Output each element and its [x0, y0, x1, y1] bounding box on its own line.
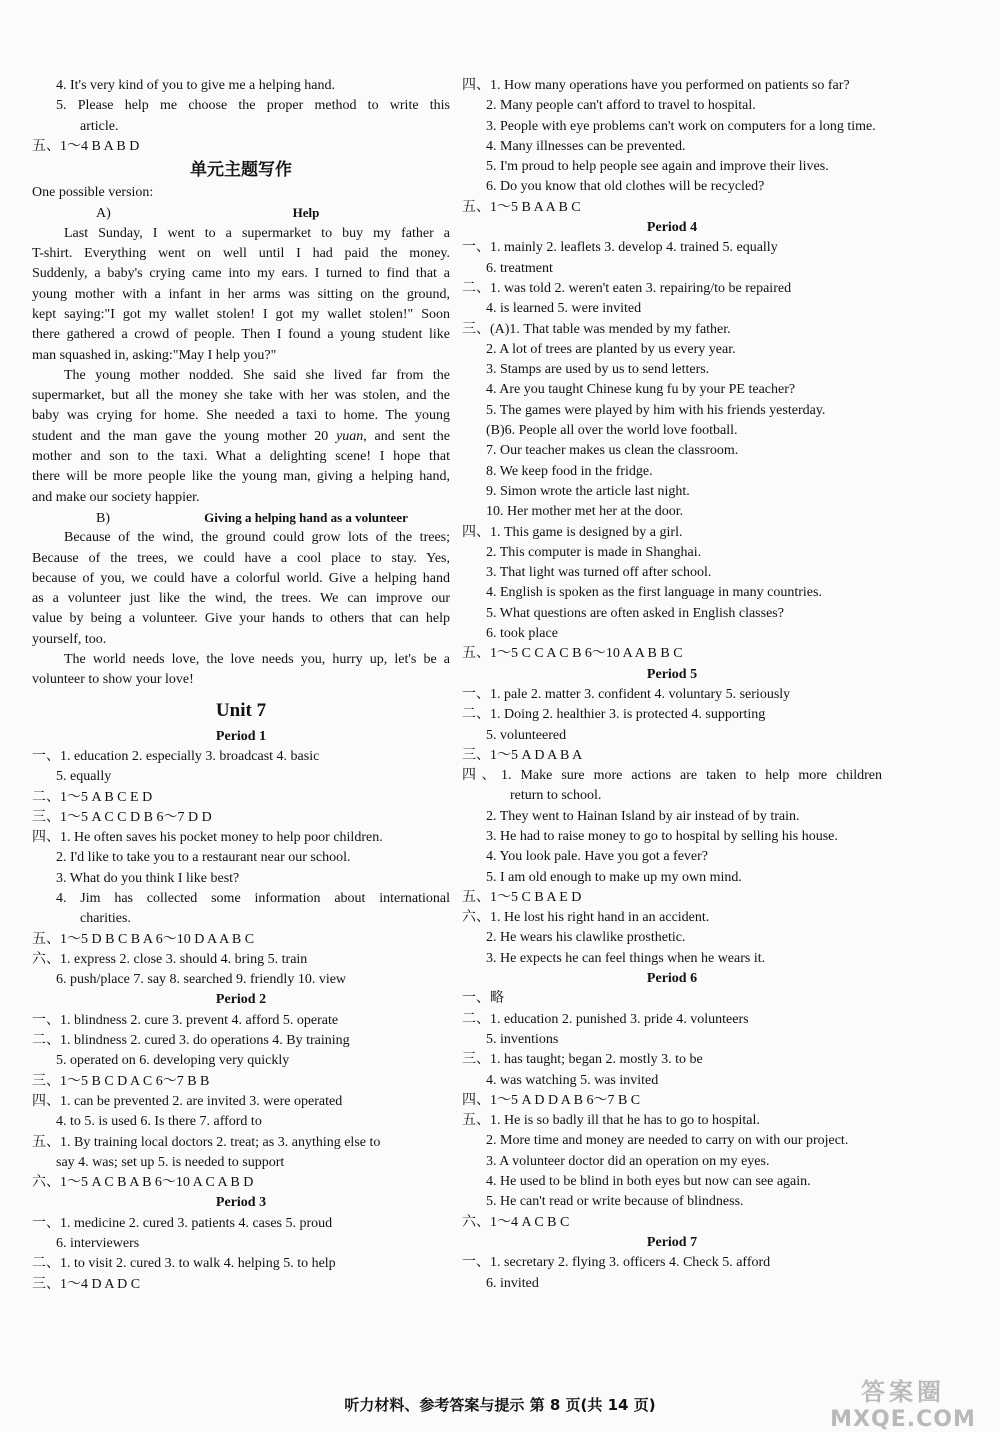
text-line: 三、1～5 B C D A C 6～7 B B: [32, 1073, 210, 1089]
text-line: 一、略: [462, 991, 504, 1007]
text-line: man squashed in, asking:"May I help you?": [32, 347, 277, 363]
section-heading: Period 3: [215, 1195, 267, 1211]
text-line: 5. equally: [56, 769, 112, 785]
text-line: 4. You look pale. Have you got a fever?: [486, 849, 709, 865]
text-line: 5. I'm proud to help people see again and improve their lives.: [486, 159, 829, 175]
text-line: 四、1. He often saves his pocket money to help poor children.: [32, 830, 383, 846]
text-line: 4. Are you taught Chinese kung fu by your PE teacher?: [486, 382, 796, 398]
section-heading: Period 5: [646, 666, 698, 682]
text-line: 二、1. was told 2. weren't eaten 3. repairing/to be repaired: [462, 280, 792, 296]
essay-letter: B): [96, 510, 110, 526]
text-line: 二、1. to visit 2. cured 3. to walk 4. helping 5. to help: [32, 1256, 336, 1272]
text-line: 2. He wears his clawlike prosthetic.: [486, 930, 686, 946]
text-line: 一、1. blindness 2. cure 3. prevent 4. afford 5. operate: [32, 1012, 339, 1028]
text-line: 一、1. mainly 2. leaflets 3. develop 4. trained 5. equally: [462, 240, 778, 256]
text-line: 6. push/place 7. say 8. searched 9. friendly 10. view: [56, 972, 347, 988]
text-line: 六、1. He lost his right hand in an accident.: [462, 910, 710, 926]
essay-label: [32, 203, 320, 223]
text-line: mother and son to the taxi. What a delighting scene! I hope that: [32, 449, 450, 465]
text-line: 4. was watching 5. was invited: [486, 1072, 659, 1088]
text-line: The world needs love, the love needs you, hurry up, let's be a: [64, 652, 450, 668]
text-line: yourself, too.: [32, 631, 107, 647]
text-line: 3. People with eye problems can't work on computers for a long time.: [486, 118, 876, 134]
text-line: value by being a volunteer. Give your hands to others that can help: [32, 611, 450, 627]
text-line: 一、1. pale 2. matter 3. confident 4. voluntary 5. seriously: [462, 686, 791, 702]
text-line: 3. He expects he can feel things when he wears it.: [486, 950, 766, 966]
text-line: T-shirt. Everything went on well until I had paid the money.: [32, 246, 450, 262]
text-line: 一、1. secretary 2. flying 3. officers 4. Check 5. afford: [462, 1255, 771, 1271]
text-line: 五、1. By training local doctors 2. treat; as 3. anything else to: [32, 1134, 381, 1150]
text-line: 五、1～4 B A B D: [32, 138, 140, 154]
right-column: [462, 76, 882, 1294]
text-line: because of you, we could have a colorful world. Give a helping hand: [32, 570, 450, 586]
text-line: 4. Jim has collected some information about international: [56, 890, 450, 906]
section-heading: Period 1: [215, 728, 267, 744]
text-line: 4. Many illnesses can be prevented.: [486, 138, 686, 154]
left-column: [32, 76, 450, 1295]
text-line: 六、1～5 A C B A B 6～10 A C A B D: [32, 1175, 254, 1191]
text-line: charities.: [80, 911, 131, 927]
text-line: 五、1～5 C C A C B 6～10 A A B B C: [462, 646, 683, 662]
text-line: 2. Many people can't afford to travel to hospital.: [486, 98, 756, 114]
text-line: student and the man gave the young mother 20 yuan, and sent the: [32, 428, 450, 444]
watermark-url: MXQE.COM: [830, 1407, 976, 1432]
text-line: 6. took place: [486, 626, 558, 642]
text-line: Suddenly, a baby's crying came into my ears. I turned to find that a: [32, 266, 450, 282]
text-line: 4. English is spoken as the first language in many countries.: [486, 585, 822, 601]
text-line: 6. Do you know that old clothes will be recycled?: [486, 179, 765, 195]
text-line: 6. treatment: [486, 260, 553, 276]
text-line: 5. Please help me choose the proper method to write this: [56, 98, 450, 114]
text-line: 2. I'd like to take you to a restaurant near our school.: [56, 850, 351, 866]
text-line: 5. volunteered: [486, 727, 567, 743]
text-line: 四、1～5 A D D A B 6～7 B C: [462, 1092, 641, 1108]
text-line: article.: [80, 118, 119, 134]
text-line: young mother with a infant in her arms was sitting on the ground,: [32, 286, 450, 302]
text-line: 二、1. Doing 2. healthier 3. is protected 4. supporting: [462, 707, 766, 723]
text-line: 2. They went to Hainan Island by air instead of by train.: [486, 808, 800, 824]
text-line: 六、1～4 A C B C: [462, 1214, 570, 1230]
essay-title: Giving a helping hand as a volunteer: [204, 509, 408, 525]
text-line: 4. to 5. is used 6. Is there 7. afford to: [56, 1114, 262, 1130]
text-line: 3. That light was turned off after school.: [486, 565, 712, 581]
text-line: return to school.: [510, 788, 602, 804]
text-line: 二、1. blindness 2. cured 3. do operations 4. By training: [32, 1033, 350, 1049]
text-line: volunteer to show your love!: [32, 672, 194, 688]
text-line: 4. is learned 5. were invited: [486, 301, 642, 317]
text-line: say 4. was; set up 5. is needed to support: [56, 1154, 285, 1170]
text-line: as a volunteer just like the wind, the trees. We can improve our: [32, 591, 450, 607]
text-line: 4. He used to be blind in both eyes but now can see again.: [486, 1174, 811, 1190]
text-line: 5. What questions are often asked in English classes?: [486, 605, 784, 621]
essay-title: Help: [292, 205, 320, 221]
text-line: 一、1. medicine 2. cured 3. patients 4. cases 5. proud: [32, 1215, 333, 1231]
text-line: 5. operated on 6. developing very quickly: [56, 1053, 290, 1069]
text-line: Last Sunday, I went to a supermarket to buy my father a: [64, 225, 450, 241]
section-heading: Unit 7: [215, 699, 267, 721]
text-line: 2. A lot of trees are planted by us every year.: [486, 341, 736, 357]
text-line: 6. invited: [486, 1275, 539, 1291]
text-line: Because of the trees, we could have a cool place to stay. Yes,: [32, 550, 450, 566]
text-line: 四、1. How many operations have you performed on patients so far?: [462, 78, 850, 93]
text-line: 9. Simon wrote the article last night.: [486, 483, 690, 499]
essay-label: [32, 508, 408, 528]
text-line: 五、1～5 D B C B A 6～10 D A A B C: [32, 931, 255, 947]
text-line: 8. We keep food in the fridge.: [486, 463, 653, 479]
text-line: 7. Our teacher makes us clean the classroom.: [486, 443, 739, 459]
text-line: 2. This computer is made in Shanghai.: [486, 544, 702, 560]
essay-letter: A): [96, 206, 111, 222]
section-heading: Period 2: [215, 992, 267, 1008]
text-line: 三、1～4 D A D C: [32, 1276, 141, 1292]
section-heading: 单元主题写作: [190, 160, 292, 181]
text-line: 一、1. education 2. especially 3. broadcast 4. basic: [32, 748, 320, 764]
text-line: 三、1～5 A D A B A: [462, 747, 583, 763]
text-line: 5. The games were played by him with his friends yesterday.: [486, 402, 826, 418]
text-line: The young mother nodded. She said she lived far from the: [64, 367, 450, 383]
italic-word: yuan: [336, 428, 364, 444]
text-line: 10. Her mother met her at the door.: [486, 504, 684, 520]
section-heading: Period 6: [646, 971, 698, 987]
text-line: 3. He had to raise money to go to hospital by selling his house.: [486, 828, 838, 844]
text-line: 5. inventions: [486, 1031, 559, 1047]
text-line: 四、1. This game is designed by a girl.: [462, 524, 683, 540]
text-line: and make our society happier.: [32, 489, 200, 505]
section-heading: Period 7: [646, 1234, 698, 1250]
text-line: 三、1. has taught; began 2. mostly 3. to be: [462, 1052, 703, 1068]
text-line: 五、1～5 B A A B C: [462, 199, 581, 215]
text-line: Because of the wind, the ground could grow lots of the trees;: [64, 530, 450, 546]
text-line: kept saying:"I got my wallet stolen! I got my wallet stolen!" Soon: [32, 306, 450, 322]
text-line: there will be more people like the young man, giving a helping hand,: [32, 469, 450, 485]
text-line: 三、(A)1. That table was mended by my father.: [462, 321, 731, 337]
text-line: 4. It's very kind of you to give me a helping hand.: [56, 78, 335, 93]
section-heading: Period 4: [646, 220, 698, 236]
text-line: One possible version:: [32, 185, 154, 201]
text-line: 五、1～5 C B A E D: [462, 889, 582, 905]
watermark-chinese: 答案圈: [861, 1378, 945, 1406]
text-line: 5. He can't read or write because of blindness.: [486, 1194, 744, 1210]
text-line: 四、1. Make sure more actions are taken to help more children: [462, 768, 882, 784]
text-line: 5. I am old enough to make up my own mind.: [486, 869, 742, 885]
text-line: supermarket, but all the money she take with her was stolen, and the: [32, 388, 450, 404]
page-footer: 听力材料、参考答案与提示 第 8 页(共 14 页): [344, 1396, 656, 1414]
text-line: 二、1. education 2. punished 3. pride 4. volunteers: [462, 1011, 749, 1027]
text-line: 3. What do you think I like best?: [56, 870, 240, 886]
text-line: 四、1. can be prevented 2. are invited 3. were operated: [32, 1093, 343, 1109]
text-line: 3. A volunteer doctor did an operation on my eyes.: [486, 1153, 770, 1169]
text-line: 六、1. express 2. close 3. should 4. bring 5. train: [32, 951, 308, 967]
text-line: 6. interviewers: [56, 1236, 140, 1252]
text-line: 五、1. He is so badly ill that he has to go to hospital.: [462, 1113, 760, 1129]
text-line: baby was crying for home. She needed a taxi to home. The young: [32, 408, 450, 424]
text-line: 二、1～5 A B C E D: [32, 789, 153, 805]
watermark-logo: [818, 1372, 988, 1432]
text-line: (B)6. People all over the world love football.: [486, 423, 738, 439]
text-line: 3. Stamps are used by us to send letters.: [486, 362, 710, 378]
text-line: 三、1～5 A C C D B 6～7 D D: [32, 809, 212, 825]
text-line: there gathered a crowd of people. Then I found a young student like: [32, 327, 450, 343]
text-line: 2. More time and money are needed to carry on with our project.: [486, 1133, 849, 1149]
